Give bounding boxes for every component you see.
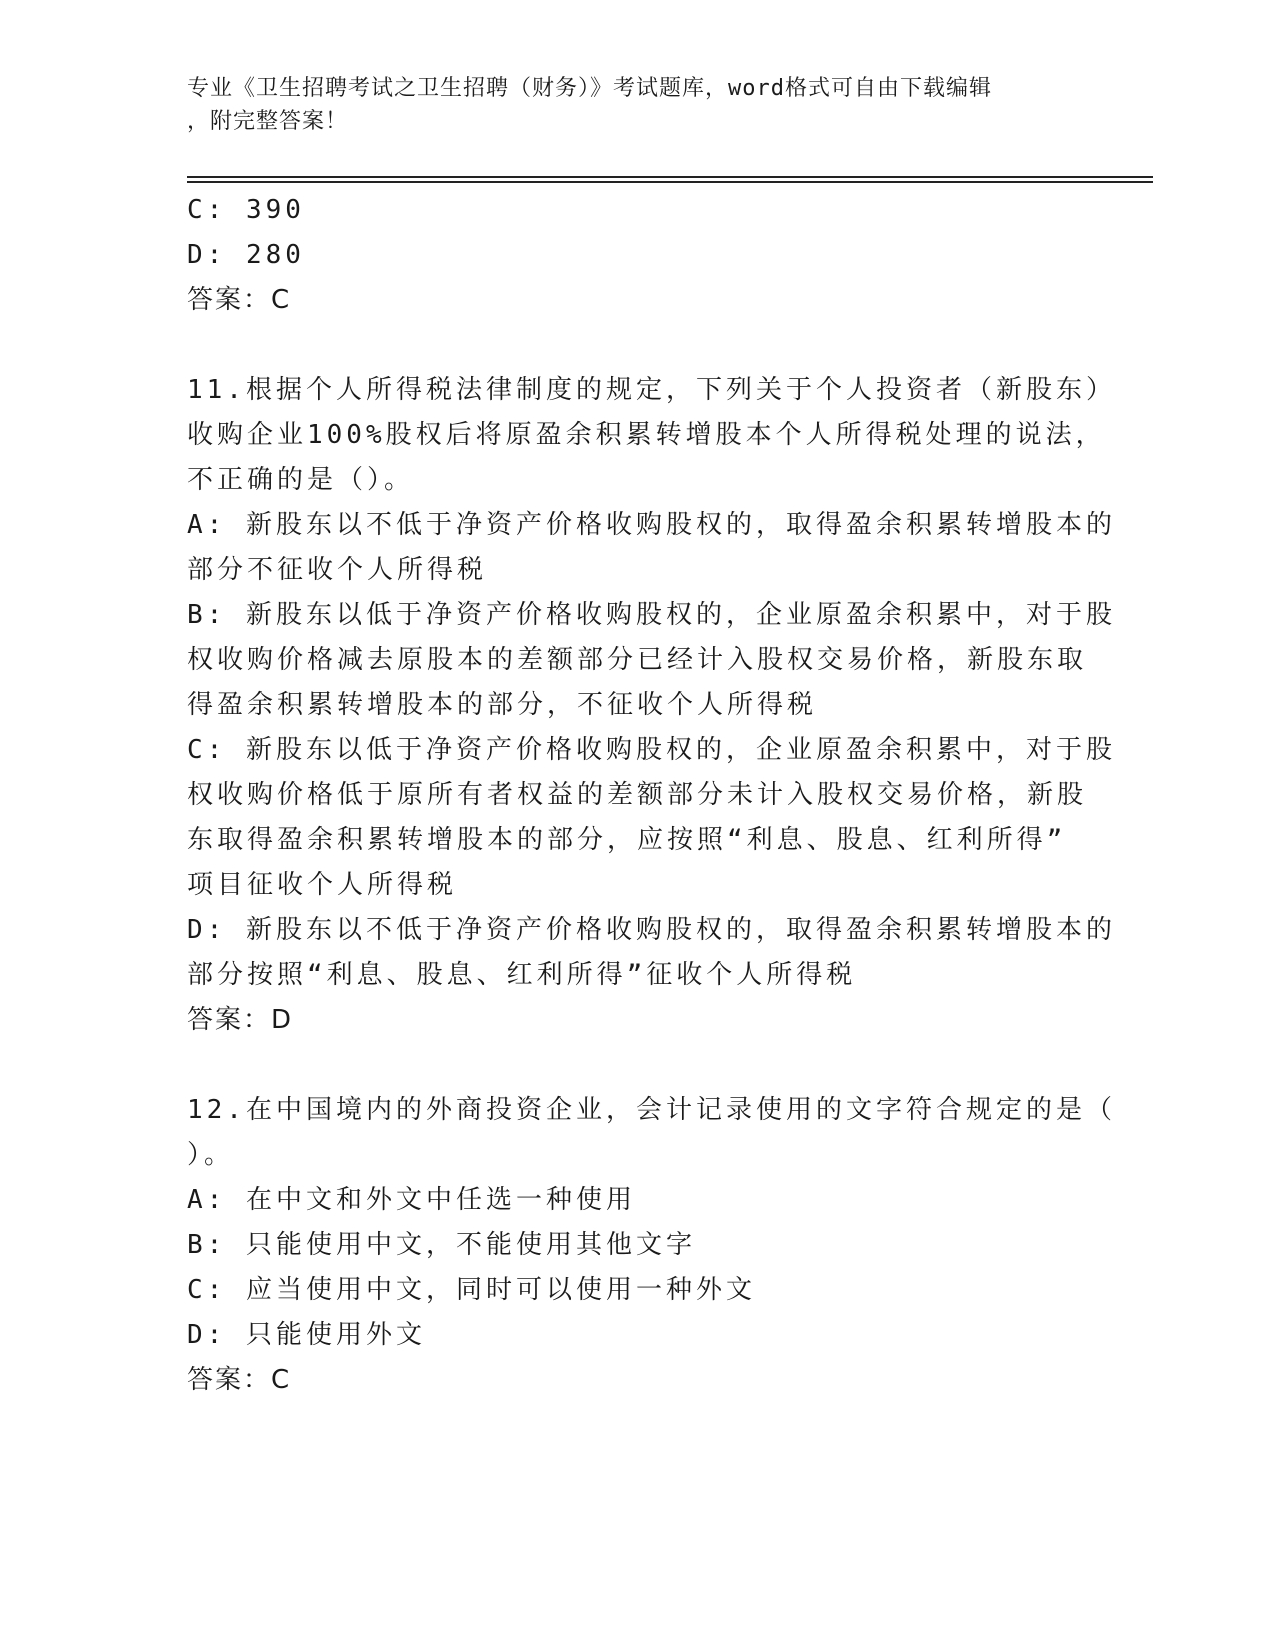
spacer	[187, 323, 1087, 368]
option-c: C: 390	[187, 195, 305, 225]
question-stem-line: 12.在中国境内的外商投资企业，会计记录使用的文字符合规定的是（	[187, 1095, 1116, 1125]
option-b-line: B: 新股东以低于净资产价格收购股权的，企业原盈余积累中，对于股	[187, 600, 1116, 630]
option-c-line: 东取得盈余积累转增股本的部分，应按照“利息、股息、红利所得”	[187, 825, 1067, 855]
option-d: D: 只能使用外文	[187, 1320, 426, 1350]
question-stem-line: 不正确的是（）。	[187, 465, 415, 495]
prev-question-block	[187, 188, 1087, 323]
option-a-line: 部分不征收个人所得税	[187, 555, 488, 585]
option-d-line: D: 新股东以不低于净资产价格收购股权的，取得盈余积累转增股本的	[187, 915, 1116, 945]
option-d: D: 280	[187, 240, 305, 270]
document-body	[187, 188, 1116, 1403]
question-12	[187, 1088, 1116, 1403]
question-11	[187, 368, 1116, 1043]
answer-line: 答案：C	[187, 1365, 292, 1395]
header-rule-top	[187, 176, 1153, 178]
page-header	[187, 72, 1087, 138]
option-c-line: 权收购价格低于原所有者权益的差额部分未计入股权交易价格，新股	[187, 780, 1088, 810]
answer-line: 答案：D	[187, 1005, 294, 1035]
question-stem-line: 收购企业100%股权后将原盈余积累转增股本个人所得税处理的说法，	[187, 420, 1106, 450]
option-b-line: 权收购价格减去原股本的差额部分已经计入股权交易价格，新股东取	[187, 645, 1088, 675]
spacer	[187, 1043, 1087, 1088]
option-a-line: A: 新股东以不低于净资产价格收购股权的，取得盈余积累转增股本的	[187, 510, 1116, 540]
option-b: B: 只能使用中文，不能使用其他文字	[187, 1230, 696, 1260]
answer-line: 答案：C	[187, 285, 292, 315]
option-d-line: 部分按照“利息、股息、红利所得”征收个人所得税	[187, 960, 857, 990]
header-line-2: ，附完整答案！	[187, 109, 349, 134]
option-b-line: 得盈余积累转增股本的部分，不征收个人所得税	[187, 690, 818, 720]
option-c-line: 项目征收个人所得税	[187, 870, 458, 900]
question-stem-line: 11.根据个人所得税法律制度的规定，下列关于个人投资者（新股东）	[187, 375, 1116, 405]
option-c-line: C: 新股东以低于净资产价格收购股权的，企业原盈余积累中，对于股	[187, 735, 1116, 765]
option-c: C: 应当使用中文，同时可以使用一种外文	[187, 1275, 756, 1305]
header-line-1: 专业《卫生招聘考试之卫生招聘（财务）》考试题库，word格式可自由下载编辑	[187, 76, 992, 101]
question-stem-line: ）。	[187, 1140, 235, 1170]
header-rule-bottom	[187, 181, 1153, 183]
option-a: A: 在中文和外文中任选一种使用	[187, 1185, 636, 1215]
